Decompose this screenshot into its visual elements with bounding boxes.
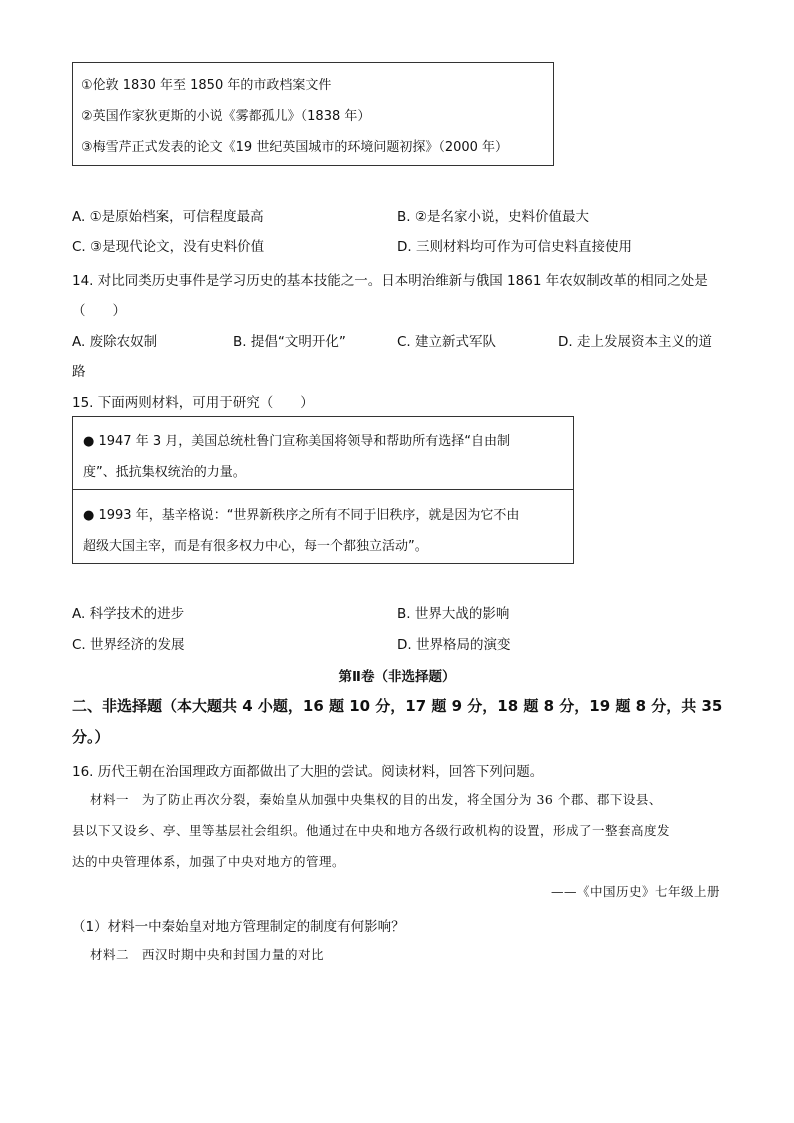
q16-material-1-line-1: 材料一 为了防止再次分裂，秦始皇从加强中央集权的目的出发，将全国分为 36 个郡、郡下设县、: [90, 792, 662, 807]
q15-stem: 15. 下面两则材料，可用于研究（ ）: [72, 395, 314, 411]
q16-material-2-title: 材料二 西汉时期中央和封国力量的对比: [90, 947, 325, 962]
q15-material-row-2: [73, 489, 573, 564]
q14-option-d[interactable]: D. 走上发展资本主义的道: [558, 334, 712, 350]
q14-option-c[interactable]: C. 建立新式军队: [397, 334, 497, 350]
q16-material-1-line-2: 县以下又设乡、亭、里等基层社会组织。他通过在中央和地方各级行政机构的设置，形成了一整套高度发: [72, 823, 671, 838]
q13-option-a[interactable]: A. ①是原始档案，可信程度最高: [72, 209, 264, 225]
q15-material-2-line-2: 超级大国主宰，而是有很多权力中心，每一个都独立活动”。: [83, 539, 428, 554]
source-materials-box: [72, 62, 554, 166]
q16-stem: 16. 历代王朝在治国理政方面都做出了大胆的尝试。阅读材料，回答下列问题。: [72, 764, 544, 780]
q16-sub-question-1: （1）材料一中秦始皇对地方管理制定的制度有何影响？: [72, 919, 405, 935]
section-heading-cont: 分。）: [72, 728, 110, 746]
q15-material-2-line-1: ● 1993 年，基辛格说：“世界新秩序之所有不同于旧秩序，就是因为它不由: [83, 508, 520, 523]
q14-stem: 14. 对比同类历史事件是学习历史的基本技能之一。日本明治维新与俄国 1861 年农奴制改革的相同之处是: [72, 273, 708, 289]
q15-material-1-line-2: 度”、抵抗集权统治的力量。: [83, 465, 246, 480]
q16-material-1-line-3: 达的中央管理体系，加强了中央对地方的管理。: [72, 854, 346, 869]
q13-option-c[interactable]: C. ③是现代论文，没有史料价值: [72, 239, 265, 255]
source-item-1: ①伦敦 1830 年至 1850 年的市政档案文件: [81, 78, 332, 93]
source-item-2: ②英国作家狄更斯的小说《雾都孤儿》（1838 年）: [81, 109, 371, 124]
q16-source-citation: ——《中国历史》七年级上册: [550, 884, 720, 899]
q15-materials-table: [72, 416, 574, 564]
q14-answer-blank: （ ）: [72, 303, 126, 319]
q13-option-d[interactable]: D. 三则材料均可作为可信史料直接使用: [397, 239, 632, 255]
q15-material-1-line-1: ● 1947 年 3 月，美国总统杜鲁门宣称美国将领导和帮助所有选择“自由制: [83, 434, 510, 449]
volume-title: 第Ⅱ卷（非选择题）: [338, 669, 456, 685]
q14-option-d-continued: 路: [72, 364, 86, 380]
q15-option-b[interactable]: B. 世界大战的影响: [397, 606, 510, 622]
source-item-3: ③梅雪芹正式发表的论文《19 世纪英国城市的环境问题初探》（2000 年）: [81, 140, 509, 155]
q15-option-d[interactable]: D. 世界格局的演变: [397, 637, 511, 653]
q14-option-b[interactable]: B. 提倡“文明开化”: [233, 334, 346, 350]
q15-option-a[interactable]: A. 科学技术的进步: [72, 606, 185, 622]
q14-option-a[interactable]: A. 废除农奴制: [72, 334, 158, 350]
q15-material-row-1: [73, 417, 573, 489]
q15-option-c[interactable]: C. 世界经济的发展: [72, 637, 185, 653]
section-heading: 二、非选择题（本大题共 4 小题，16 题 10 分，17 题 9 分，18 题 8 分，19 题 8 分，共 35: [72, 697, 723, 715]
q13-option-b[interactable]: B. ②是名家小说，史料价值最大: [397, 209, 589, 225]
